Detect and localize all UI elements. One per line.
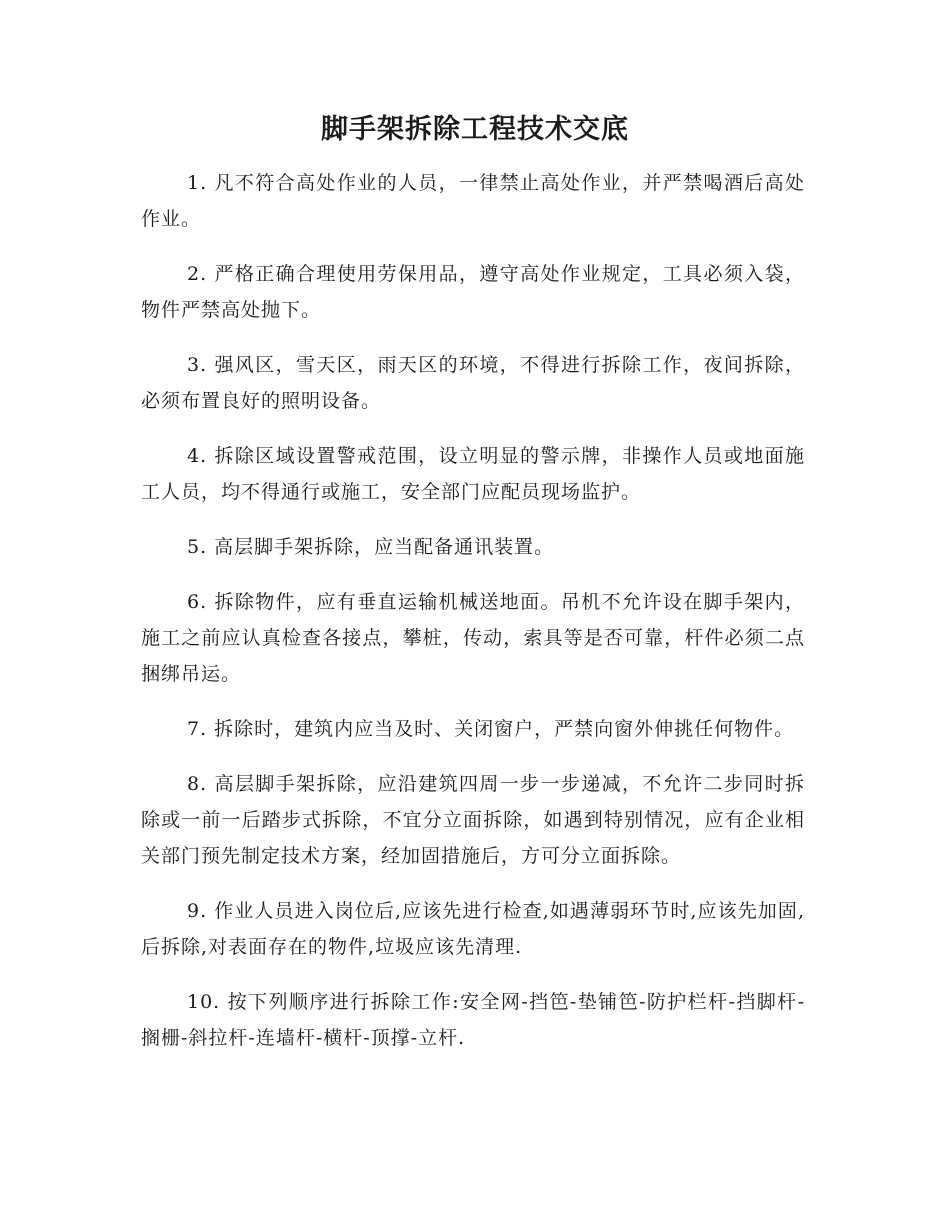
paragraph-2: 2. 严格正确合理使用劳保用品，遵守高处作业规定，工具必须入袋，物件严禁高处抛下。 [141,263,805,321]
paragraph-3: 3. 强风区，雪天区，雨天区的环境，不得进行拆除工作，夜间拆除，必须布置良好的照明设备。 [141,354,805,412]
paragraph-10: 10. 按下列顺序进行拆除工作:安全网-挡笆-垫铺笆-防护栏杆-挡脚杆-搁栅-斜拉杆-连墙杆-横杆-顶撑-立杆. [141,991,805,1049]
paragraph-6: 6. 拆除物件，应有垂直运输机械送地面。吊机不允许设在脚手架内，施工之前应认真检查各接点，攀桩，传动，索具等是否可靠，杆件必须二点捆绑吊运。 [141,591,805,685]
document-body [141,165,805,1075]
paragraph-5: 5. 高层脚手架拆除，应当配备通讯装置。 [187,536,555,558]
paragraph-1: 1. 凡不符合高处作业的人员，一律禁止高处作业，并严禁喝酒后高处作业。 [141,172,805,230]
paragraph-7: 7. 拆除时，建筑内应当及时、关闭窗户，严禁向窗外伸挑任何物件。 [187,718,795,740]
paragraph-4: 4. 拆除区域设置警戒范围，设立明显的警示牌，非操作人员或地面施工人员，均不得通行或施工，安全部门应配员现场监护。 [141,445,805,503]
paragraph-8: 8. 高层脚手架拆除，应沿建筑四周一步一步递减，不允许二步同时拆除或一前一后踏步式拆除，不宜分立面拆除，如遇到特别情况，应有企业相关部门预先制定技术方案，经加固措施后，方可分立面拆除。 [141,773,805,867]
document-title: 脚手架拆除工程技术交底 [321,114,629,145]
paragraph-9: 9. 作业人员进入岗位后,应该先进行检查,如遇薄弱环节时,应该先加固,后拆除,对表面存在的物件,垃圾应该先清理. [141,900,805,958]
